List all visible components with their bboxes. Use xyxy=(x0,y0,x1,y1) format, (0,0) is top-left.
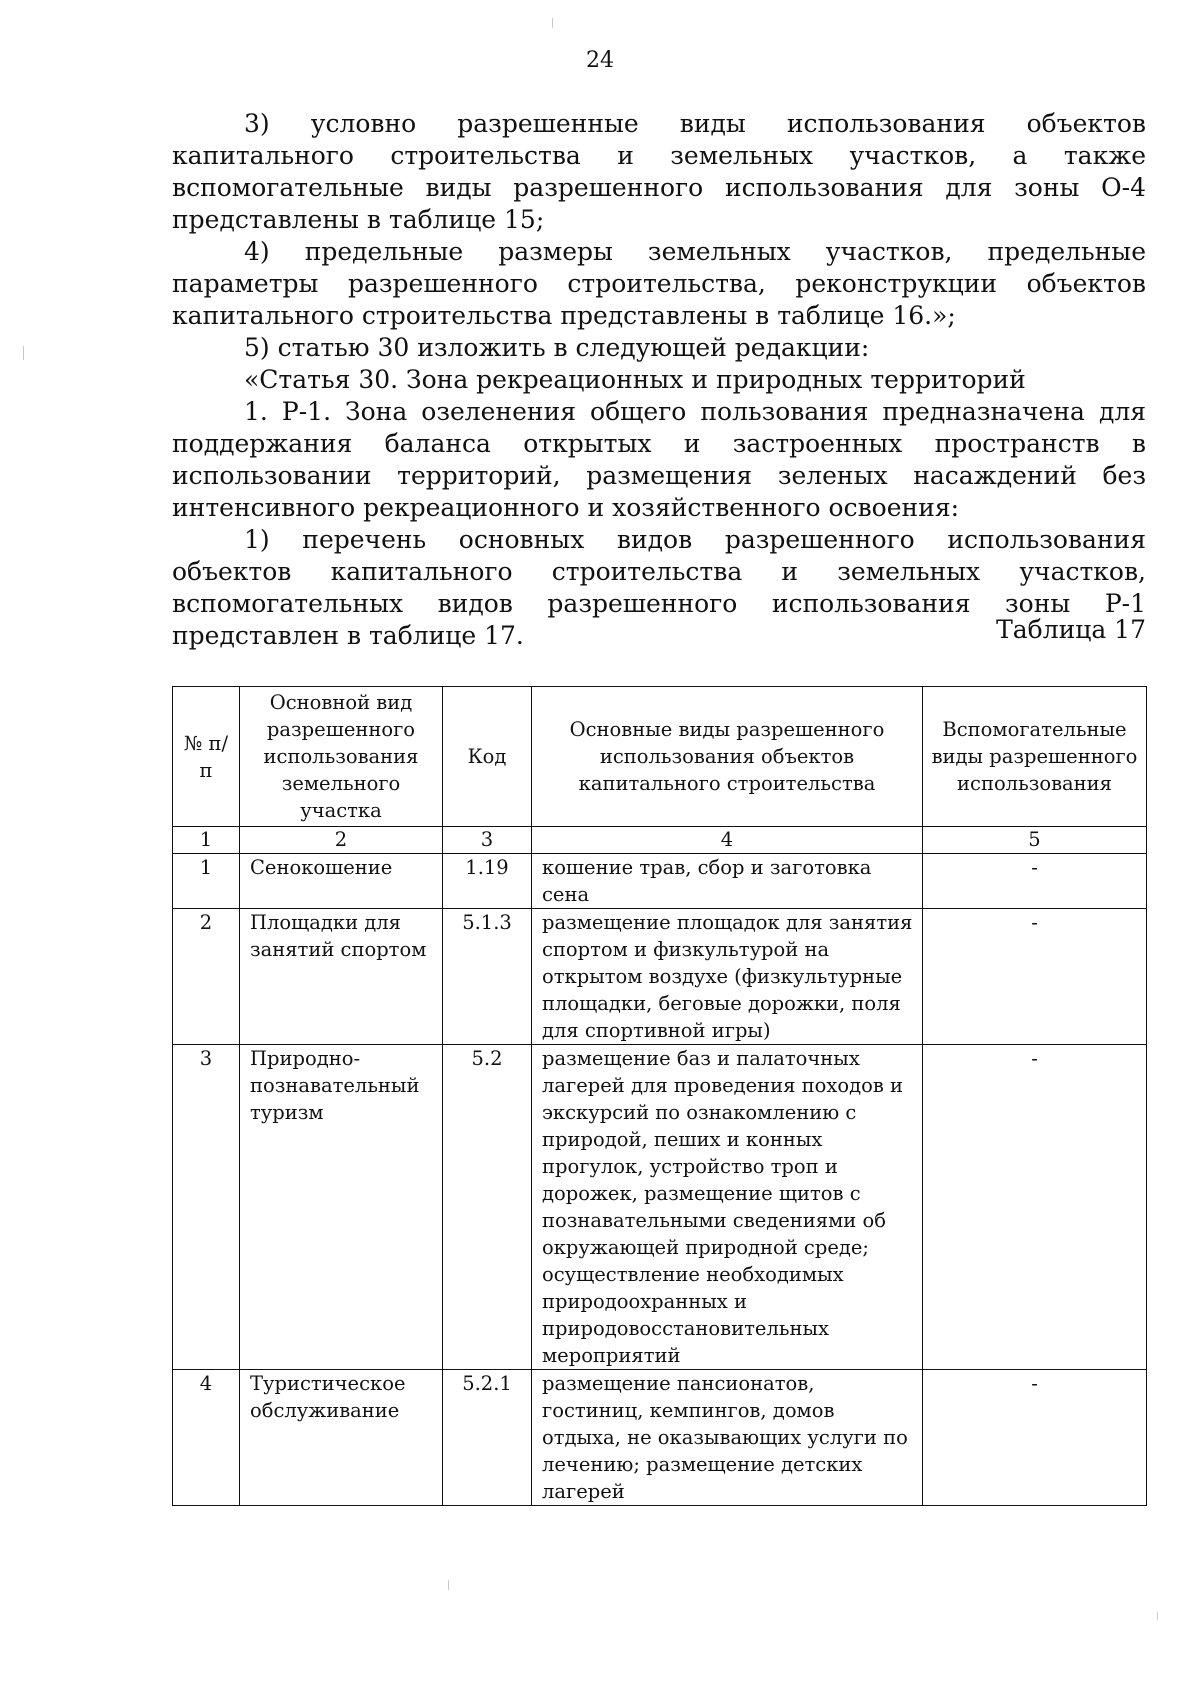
row-main-uses: размещение баз и палаточных лагерей для проведения походов и экскурсий по ознакомлению с природой, пеших и конных прогулок, устройство троп и дорожек, размещение щитов с познавательными сведениями об окружающей природной среде; осуществление необходимых природоохранных и природовосстановительных мероприятий xyxy=(532,1045,923,1370)
row-land-use: Туристическое обслуживание xyxy=(240,1370,443,1506)
row-code: 5.1.3 xyxy=(443,909,532,1045)
header-code: Код xyxy=(443,687,532,827)
row-main-uses: размещение пансионатов, гостиниц, кемпингов, домов отдыха, не оказывающих услуги по лечению; размещение детских лагерей xyxy=(532,1370,923,1506)
row-land-use: Сенокошение xyxy=(240,854,443,909)
row-number: 3 xyxy=(173,1045,240,1370)
table-caption: Таблица 17 xyxy=(996,615,1146,644)
header-main-uses: Основные виды разрешенного использования объектов капитального строительства xyxy=(532,687,923,827)
paragraph-zone-r1-list: 1) перечень основных видов разрешенного использования объектов капитального строительства и земельных участков, вспомогательных видов разрешенного использования зоны Р-1 представлен в таблице 17. xyxy=(172,525,1146,650)
row-land-use: Природно-познавательный туризм xyxy=(240,1045,443,1370)
table-header-row xyxy=(173,687,1147,827)
row-number: 2 xyxy=(173,909,240,1045)
scan-speck xyxy=(448,1580,449,1590)
column-number: 1 xyxy=(173,827,240,854)
row-auxiliary-uses: - xyxy=(923,1370,1147,1506)
column-number: 4 xyxy=(532,827,923,854)
row-code: 5.2 xyxy=(443,1045,532,1370)
header-auxiliary-uses: Вспомогательные виды разрешенного использования xyxy=(923,687,1147,827)
paragraph-zone-r1: 1. Р-1. Зона озеленения общего пользования предназначена для поддержания баланса открытых и застроенных пространств в использовании территорий, размещения зеленых насаждений без интенсивного рекреационного и хозяйственного освоения: xyxy=(172,397,1146,522)
table-row xyxy=(173,1045,1147,1370)
row-code: 5.2.1 xyxy=(443,1370,532,1506)
row-code: 1.19 xyxy=(443,854,532,909)
header-number: № п/п xyxy=(173,687,240,827)
row-auxiliary-uses: - xyxy=(923,909,1147,1045)
table-row xyxy=(173,854,1147,909)
paragraph-article-30: «Статья 30. Зона рекреационных и природных территорий xyxy=(244,365,1026,394)
scan-speck xyxy=(552,18,553,28)
paragraph-item-4: 4) предельные размеры земельных участков, предельные параметры разрешенного строительства, реконструкции объектов капитального строительства представлены в таблице 16.»; xyxy=(172,237,1146,330)
column-number-row xyxy=(173,827,1147,854)
column-number: 2 xyxy=(240,827,443,854)
table-row xyxy=(173,909,1147,1045)
row-auxiliary-uses: - xyxy=(923,854,1147,909)
scan-speck xyxy=(1157,1612,1158,1620)
column-number: 5 xyxy=(923,827,1147,854)
zone-r1-table xyxy=(172,686,1147,1506)
row-main-uses: размещение площадок для занятия спортом и физкультурой на открытом воздухе (физкультурные площадки, беговые дорожки, поля для спортивной игры) xyxy=(532,909,923,1045)
row-land-use: Площадки для занятий спортом xyxy=(240,909,443,1045)
paragraph-item-5: 5) статью 30 изложить в следующей редакции: xyxy=(244,333,870,362)
row-number: 1 xyxy=(173,854,240,909)
column-number: 3 xyxy=(443,827,532,854)
page-number: 24 xyxy=(586,48,614,73)
row-auxiliary-uses: - xyxy=(923,1045,1147,1370)
paragraph-item-3: 3) условно разрешенные виды использования объектов капитального строительства и земельных участков, а также вспомогательные виды разрешенного использования для зоны О-4 представлены в таблице 15; xyxy=(172,109,1146,234)
table-row xyxy=(173,1370,1147,1506)
scan-speck xyxy=(23,346,24,360)
body-text xyxy=(172,108,1146,652)
row-number: 4 xyxy=(173,1370,240,1506)
header-land-use: Основной вид разрешенного использования земельного участка xyxy=(240,687,443,827)
row-main-uses: кошение трав, сбор и заготовка сена xyxy=(532,854,923,909)
